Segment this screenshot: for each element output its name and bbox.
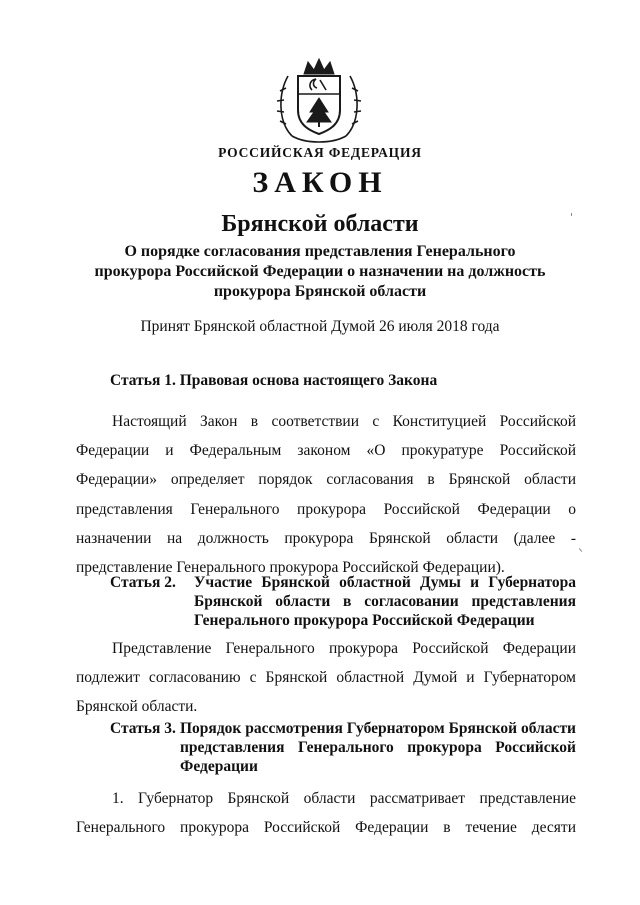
adoption-line: Принят Брянской областной Думой 26 июля 2018 года	[140, 318, 500, 335]
region-name: Брянской области	[221, 211, 419, 237]
article-3-paragraph: 1. Губернатор Брянской области рассматривает представление Генерального прокурора Российской Федерации в течение десяти	[76, 790, 576, 837]
article-2-title: Участие Брянской областной Думы и Губернатора Брянской области в согласовании представления Генерального прокурора Российской Федерации	[194, 574, 576, 629]
article-1-heading: Статья 1. Правовая основа настоящего Закона	[110, 372, 438, 389]
document-type: ЗАКОН	[252, 166, 388, 199]
country-name: РОССИЙСКАЯ ФЕДЕРАЦИЯ	[218, 145, 422, 160]
article-1-paragraph: Настоящий Закон в соответствии с Конституцией Российской Федерации и Федеральным законом «О прокуратуре Российской Федерации» определяет порядок согласования в Брянской области представления Генерального прокурора Российской Федерации о назначении на должность прокурора Брянской области (далее - представление Генерального прокурора Российской Федерации).	[76, 413, 576, 577]
law-subject: О порядке согласования представления Генерального прокурора Российской Федерации о назначении на должность прокурора Брянской области	[94, 243, 546, 300]
scan-speck	[579, 548, 582, 552]
article-3-number: Статья 3.	[110, 720, 176, 737]
scan-speck	[571, 213, 572, 216]
coat-of-arms-icon	[272, 54, 366, 148]
article-2-paragraph: Представление Генерального прокурора Российской Федерации подлежит согласованию с Брянской областной Думой и Губернатором Брянской области.	[76, 640, 576, 716]
article-3-title: Порядок рассмотрения Губернатором Брянской области представления Генерального прокурора Российской Федерации	[180, 720, 576, 775]
article-2-number: Статья 2.	[110, 574, 176, 591]
